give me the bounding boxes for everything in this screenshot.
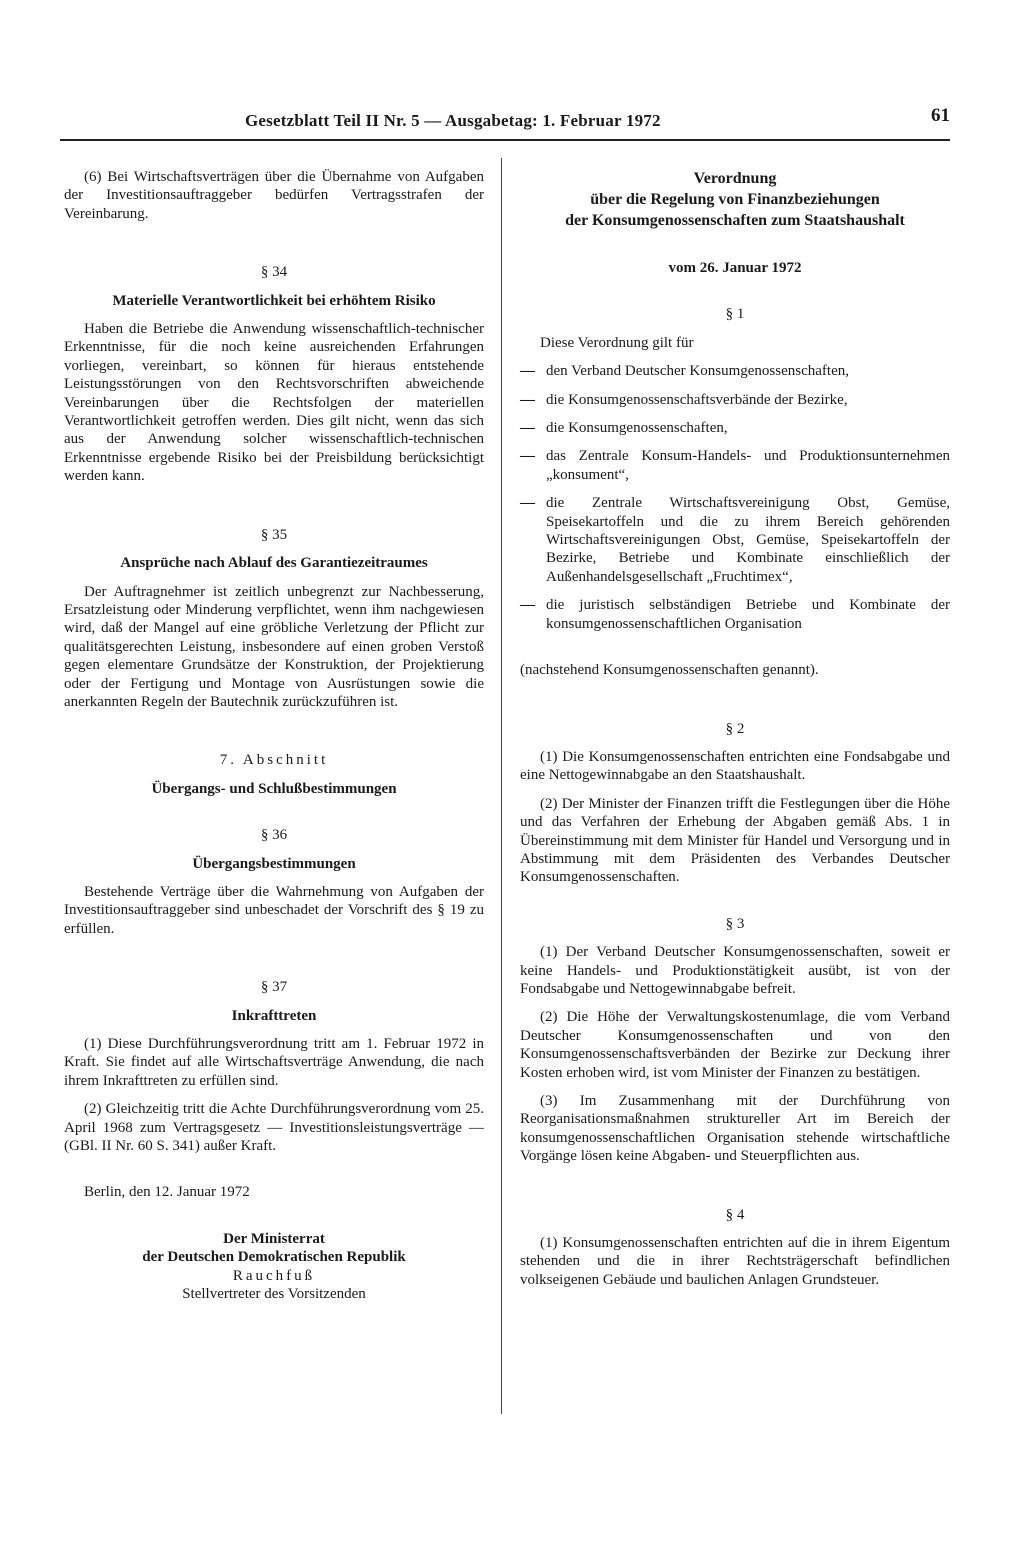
list-item: — das Zentrale Konsum-Handels- und Produktionsunternehmen „konsument“, (520, 448, 950, 483)
section-4-paragraph-1: (1) Konsumgenossenschaften entrichten auf die in ihrem Eigentum stehenden und die in ihrer Rechtsträgerschaft befindlichen volkseigenen Gebäude und baulichen Anlagen Grundsteuer. (520, 1235, 950, 1288)
signature-org-line-1: Der Ministerrat (223, 1230, 325, 1247)
ordinance-date: vom 26. Januar 1972 (668, 260, 802, 276)
section-2-number: § 2 (725, 720, 745, 737)
section-3-paragraph-2: (2) Die Höhe der Verwaltungskostenumlage, die vom Verband Deutscher Konsumgenossenschaften und von den Konsumgenossenschaftsverbänden der Bezirke zur Deckung ihrer Kosten erhoben wird, ist vom Minister der Finanzen zu bestätigen. (520, 1009, 950, 1081)
column-divider (501, 158, 502, 1414)
place-date: Berlin, den 12. Januar 1972 (84, 1184, 250, 1201)
section-4-number: § 4 (725, 1206, 745, 1223)
section-36-title: Übergangsbestimmungen (192, 855, 356, 872)
paragraph-6: (6) Bei Wirtschaftsverträgen über die Übernahme von Aufgaben der Investitionsauftraggeber bedürfen Vertragsstrafen der Vereinbarung. (64, 169, 484, 222)
chapter-title: Übergangs- und Schlußbestimmungen (151, 780, 397, 797)
header-rule (60, 139, 950, 141)
section-3-paragraph-3: (3) Im Zusammenhang mit der Durchführung von Reorganisationsmaßnahmen struktureller Art im Bereich der konsumgenossenschaftlichen Organisation stehende wirtschaftliche Vorgänge lösen keine Abgaben- und Steuerpflichten aus. (520, 1093, 950, 1165)
signature-name: Rauchfuß (232, 1267, 316, 1284)
page-header (60, 105, 950, 145)
section-37-title: Inkrafttreten (231, 1007, 317, 1024)
section-36-number: § 36 (260, 827, 288, 844)
section-3-number: § 3 (725, 915, 745, 932)
list-item: — die Konsumgenossenschaftsverbände der Bezirke, (520, 391, 848, 408)
signature-role: Stellvertreter des Vorsitzenden (182, 1286, 366, 1303)
section-37-paragraph-2: (2) Gleichzeitig tritt die Achte Durchführungsverordnung vom 25. April 1968 zum Vertragsgesetz — Investitionsleistungsverträge — (GBl. II Nr. 60 S. 341) außer Kraft. (64, 1101, 484, 1155)
list-item: — die Zentrale Wirtschaftsvereinigung Obst, Gemüse, Speisekartoffeln und die zu ihrem Bereich gehörenden Wirtschaftsvereinigungen Obst, Gemüse, Speisekartoffeln der Bezirke, Betriebe und Kombinate einschließlich der Außenhandelsgesellschaft „Fruchtimex“, (520, 495, 950, 585)
list-item: — die juristisch selbständigen Betriebe und Kombinate der konsumgenossenschaftlichen Organisation (520, 597, 950, 632)
ordinance-title-line-3: der Konsumgenossenschaften zum Staatshaushalt (565, 212, 905, 229)
chapter-heading: 7. Abschnitt (219, 752, 329, 769)
section-37-paragraph-1: (1) Diese Durchführungsverordnung tritt am 1. Februar 1972 in Kraft. Sie findet auf alle Wirtschaftsverträge Anwendung, die nach ihrem Inkrafttreten zu erfüllen sind. (64, 1036, 484, 1089)
right-column (520, 168, 950, 1289)
ordinance-title (520, 168, 950, 231)
signature-org-line-2: der Deutschen Demokratischen Republik (142, 1249, 406, 1266)
section-35-number: § 35 (260, 526, 288, 543)
page-number: 61 (931, 105, 950, 126)
section-34-number: § 34 (260, 264, 288, 281)
section-36-text: Bestehende Verträge über die Wahrnehmung von Aufgaben der Investitionsauftraggeber sind unbeschadet der Vorschrift des § 19 zu erfüllen. (64, 883, 484, 937)
list-item: — die Konsumgenossenschaften, (520, 420, 728, 437)
section-2-paragraph-1: (1) Die Konsumgenossenschaften entrichten eine Fondsabgabe und eine Nettogewinnabgabe an den Staatshaushalt. (520, 748, 950, 784)
section-34-text: Haben die Betriebe die Anwendung wissenschaftlich-technischer Erkenntnisse, für die noch keine ausreichenden Erfahrungen vorliegen, vereinbart, so können für hieraus entstehende Leistungsstörungen von den Rechtsvorschriften abweichende Vereinbarungen über die Rechtsfolgen der materiellen Verantwortlichkeit getroffen werden. Dies gilt nicht, wenn das sich aus der Anwendung solcher wissenschaftlich-technischen Erkenntnisse ergebende Risiko bei der Preisbildung berücksichtigt werden kann. (64, 321, 484, 485)
section-34-title: Materielle Verantwortlichkeit bei erhöhtem Risiko (112, 292, 436, 309)
section-3-paragraph-1: (1) Der Verband Deutscher Konsumgenossenschaften, soweit er keine Handels- und Produktionstätigkeit ausübt, ist von der Fondsabgabe und Nettogewinnabgabe befreit. (520, 944, 950, 997)
left-column (64, 168, 484, 1303)
section-2-paragraph-2: (2) Der Minister der Finanzen trifft die Festlegungen über die Höhe und das Verfahren der Erhebung der Abgaben gemäß Abs. 1 in Übereinstimmung mit dem Minister für Handel und Versorgung und in Abstimmung mit dem Präsidenten des Verbandes Deutscher Konsumgenossenschaften. (520, 795, 950, 886)
section-35-text: Der Auftragnehmer ist zeitlich unbegrenzt zur Nachbesserung, Ersatzleistung oder Minderung verpflichtet, wenn ihm nachgewiesen wird, daß der Mangel auf eine gröbliche Verletzung der Pflicht zur qualitätsgerechten Leistung, insbesondere auf einen groben Verstoß gegen elementare Grundsätze der Konstruktion, der Projektierung oder der Fertigung und Montage von Ausrüstungen sowie die anerkannten Regeln der Bautechnik zurückzuführen ist. (64, 583, 484, 710)
section-37-number: § 37 (260, 979, 288, 996)
ordinance-title-line-1: Verordnung (693, 170, 777, 187)
section-35-title: Ansprüche nach Ablauf des Garantiezeitraumes (120, 555, 428, 572)
ordinance-title-line-2: über die Regelung von Finanzbeziehungen (590, 191, 880, 208)
header-title: Gesetzblatt Teil II Nr. 5 — Ausgabetag: 1. Februar 1972 (245, 111, 661, 130)
section-1-intro: Diese Verordnung gilt für (540, 334, 694, 351)
section-1-number: § 1 (725, 306, 745, 323)
section-1-outro: (nachstehend Konsumgenossenschaften genannt). (520, 662, 819, 679)
list-item: — den Verband Deutscher Konsumgenossenschaften, (520, 363, 849, 380)
